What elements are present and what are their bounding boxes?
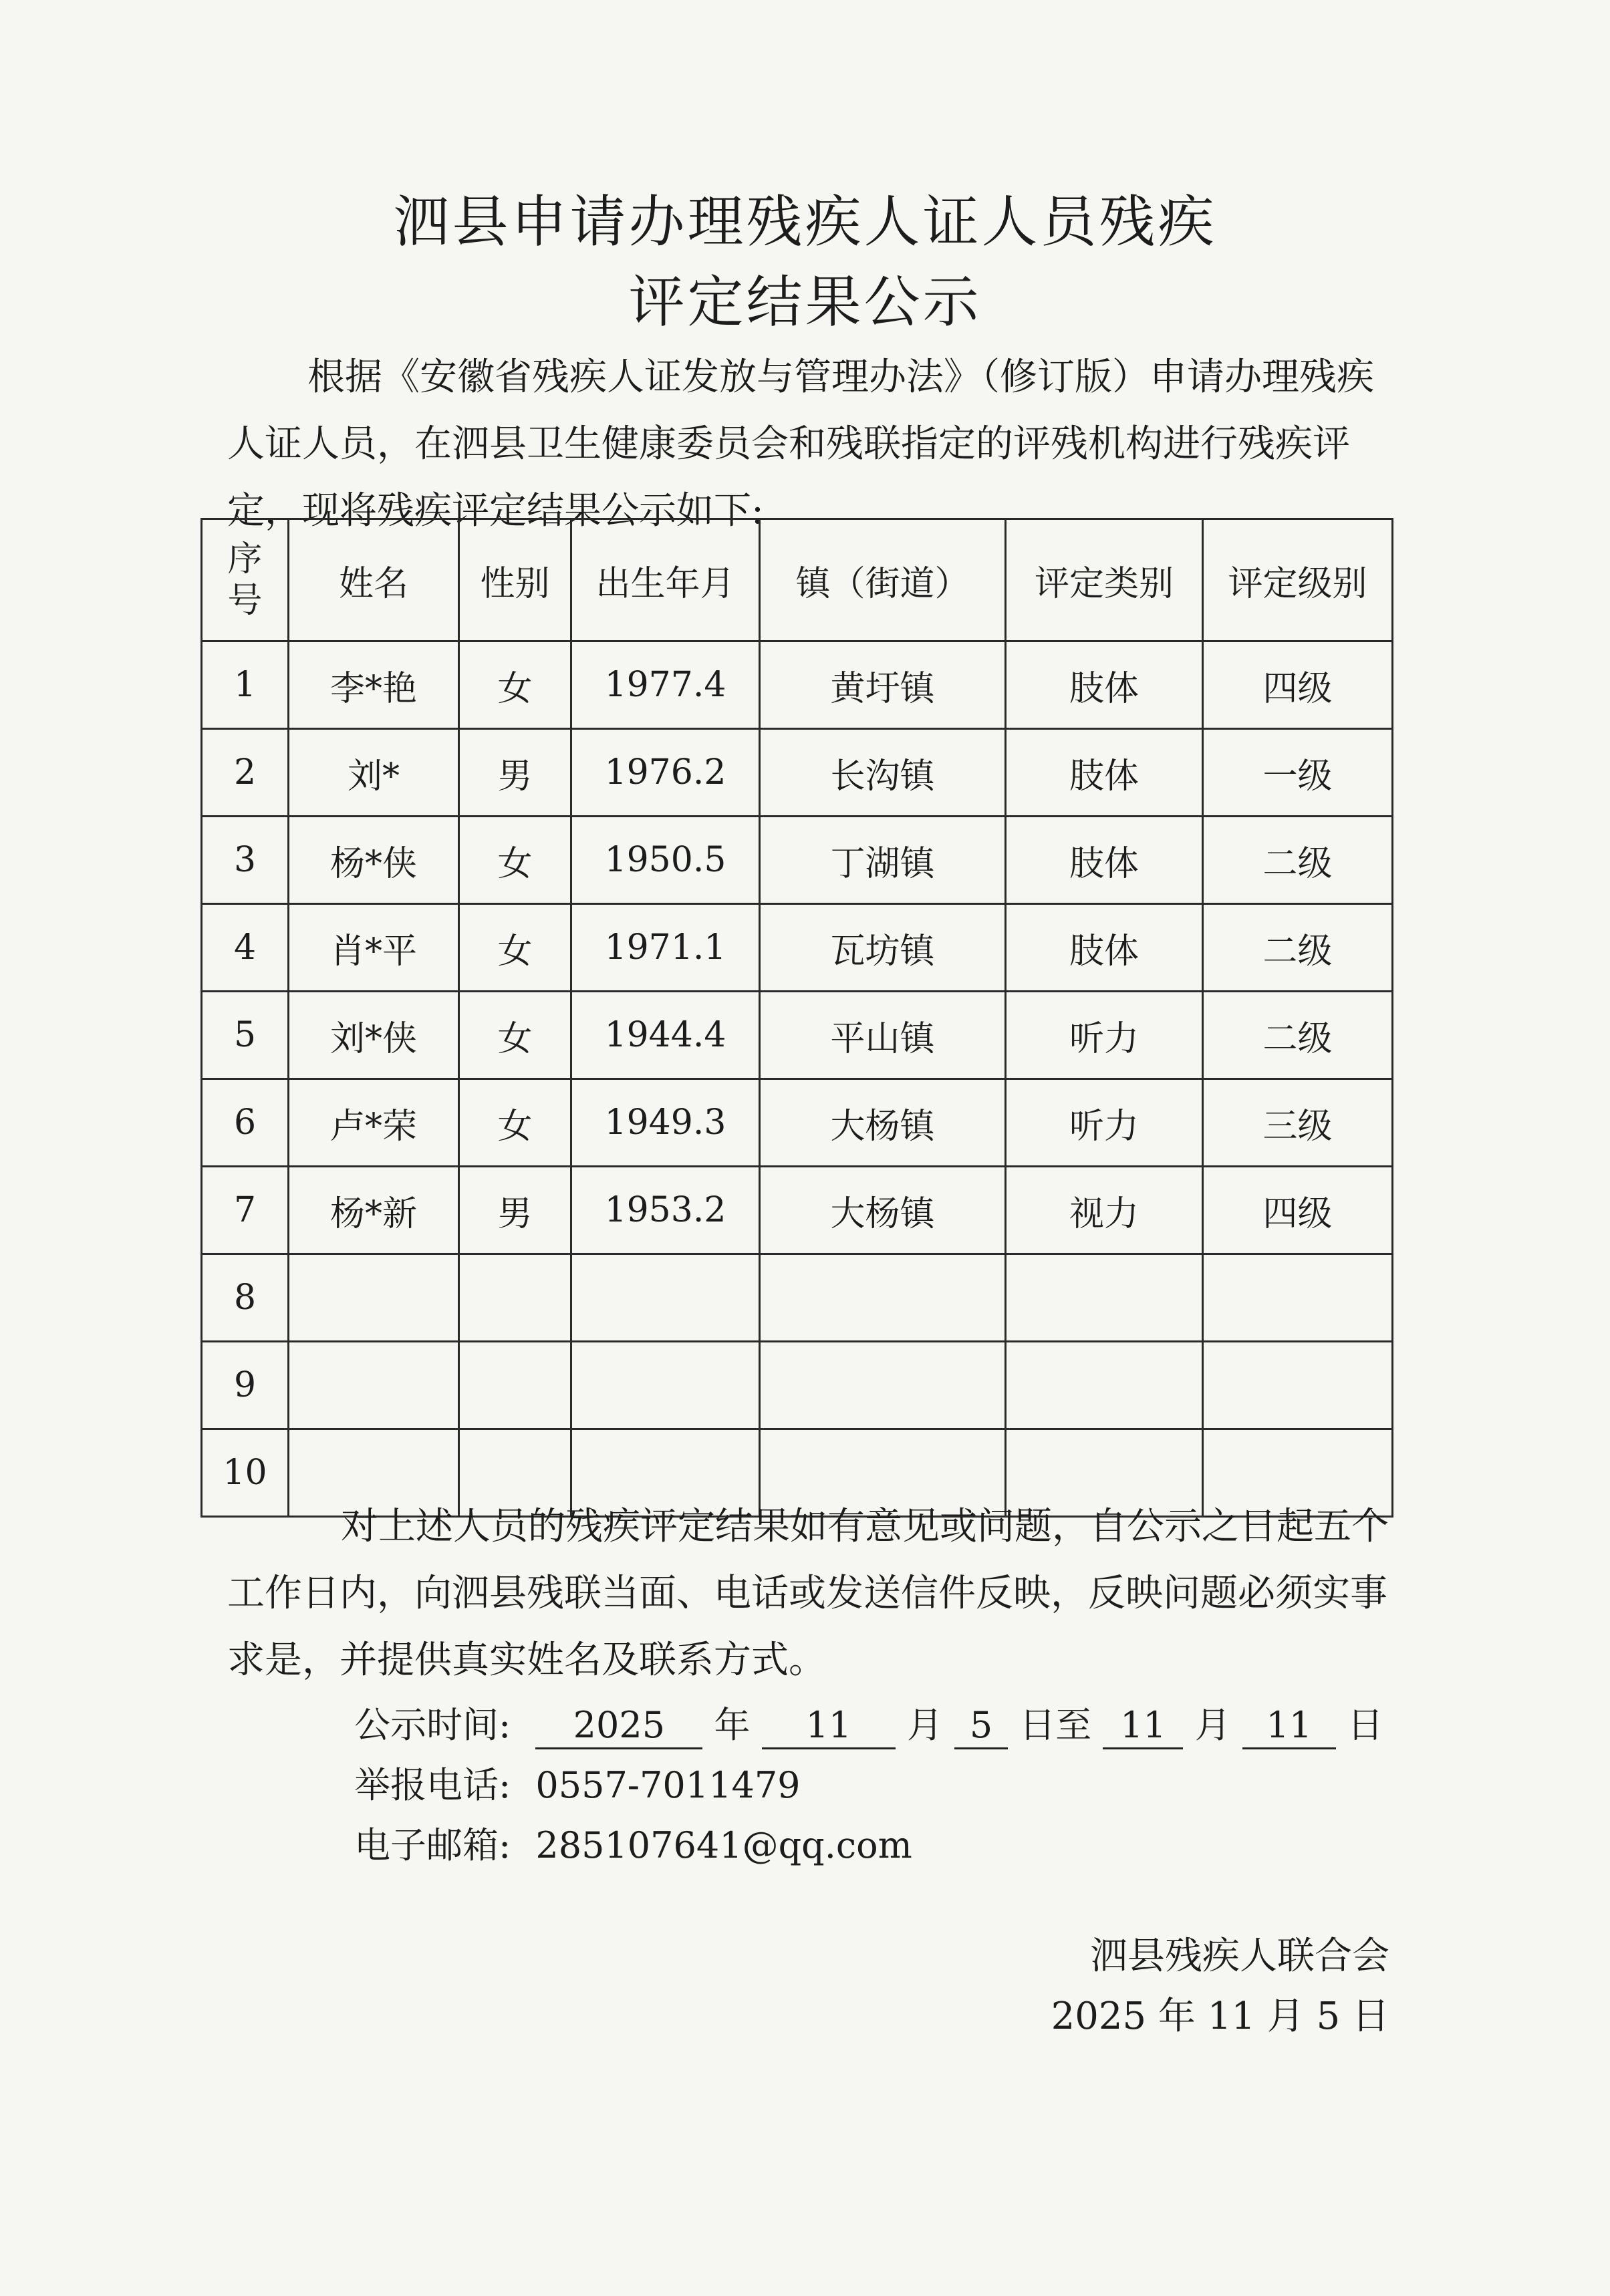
cell-name: 李*艳 — [289, 641, 459, 729]
header-birth: 出生年月 — [571, 519, 760, 641]
cell-name — [289, 1254, 459, 1342]
email-value: 285107641@qq.com — [535, 1824, 912, 1866]
table-row — [202, 641, 1393, 729]
cell-sex: 女 — [459, 904, 571, 992]
header-category: 评定类别 — [1006, 519, 1203, 641]
cell-level: 二级 — [1203, 904, 1393, 992]
cell-seq: 5 — [202, 992, 289, 1079]
cell-seq: 10 — [202, 1429, 289, 1517]
notice-time-to-unit: 日至 — [1019, 1704, 1092, 1746]
cell-seq: 2 — [202, 729, 289, 817]
cell-name: 卢*荣 — [289, 1079, 459, 1167]
notice-time-year: 2025 — [535, 1707, 702, 1749]
header-town: 镇（街道） — [760, 519, 1006, 641]
table-row — [202, 729, 1393, 817]
cell-category — [1006, 1254, 1203, 1342]
cell-level: 四级 — [1203, 641, 1393, 729]
report-phone-value: 0557-7011479 — [535, 1764, 801, 1806]
cell-seq: 8 — [202, 1254, 289, 1342]
cell-sex: 女 — [459, 1079, 571, 1167]
cell-category: 肢体 — [1006, 641, 1203, 729]
cell-birth — [571, 1342, 760, 1429]
cell-town — [760, 1342, 1006, 1429]
cell-category: 视力 — [1006, 1167, 1203, 1254]
cell-town: 黄圩镇 — [760, 641, 1006, 729]
cell-name: 杨*新 — [289, 1167, 459, 1254]
signature-date: 2025 年 11 月 5 日 — [1051, 1995, 1389, 2038]
notice-time-day-end: 11 — [1242, 1707, 1336, 1749]
notice-time-label: 公示时间: — [354, 1704, 511, 1746]
table-row — [202, 1254, 1393, 1342]
table-header-row — [202, 519, 1393, 641]
header-level: 评定级别 — [1203, 519, 1393, 641]
header-sex: 性别 — [459, 519, 571, 641]
notice-time-line — [354, 1704, 1383, 1749]
table-row — [202, 1167, 1393, 1254]
cell-town: 大杨镇 — [760, 1079, 1006, 1167]
cell-sex: 女 — [459, 992, 571, 1079]
cell-name: 肖*平 — [289, 904, 459, 992]
notice-time-day-start: 5 — [954, 1707, 1008, 1749]
cell-name: 刘* — [289, 729, 459, 817]
cell-category: 肢体 — [1006, 904, 1203, 992]
document-title-line-2: 评定结果公示 — [628, 269, 982, 335]
email-label: 电子邮箱: — [354, 1824, 511, 1866]
cell-sex: 女 — [459, 641, 571, 729]
feedback-note-paragraph: 对上述人员的残疾评定结果如有意见或问题，自公示之日起五个工作日内，向泗县残联当面、电话或发送信件反映，反映问题必须实事求是，并提供真实姓名及联系方式。 — [227, 1505, 1389, 1682]
header-seq: 序 号 — [202, 519, 289, 641]
cell-town: 丁湖镇 — [760, 817, 1006, 904]
signature-organization: 泗县残疾人联合会 — [1090, 1934, 1389, 1978]
cell-name: 杨*侠 — [289, 817, 459, 904]
intro-paragraph: 根据《安徽省残疾人证发放与管理办法》（修订版）申请办理残疾人证人员，在泗县卫生健康委员会和残联指定的评残机构进行残疾评定，现将残疾评定结果公示如下: — [227, 355, 1374, 533]
cell-town: 平山镇 — [760, 992, 1006, 1079]
notice-time-year-unit: 年 — [714, 1704, 751, 1746]
cell-sex: 男 — [459, 729, 571, 817]
cell-birth: 1977.4 — [571, 641, 760, 729]
report-phone-line — [354, 1764, 801, 1806]
cell-sex — [459, 1342, 571, 1429]
cell-category: 肢体 — [1006, 817, 1203, 904]
cell-level: 三级 — [1203, 1079, 1393, 1167]
cell-birth: 1944.4 — [571, 992, 760, 1079]
header-name: 姓名 — [289, 519, 459, 641]
email-line — [354, 1824, 912, 1866]
cell-seq: 9 — [202, 1342, 289, 1429]
cell-birth: 1950.5 — [571, 817, 760, 904]
table-row — [202, 1342, 1393, 1429]
cell-category: 听力 — [1006, 1079, 1203, 1167]
cell-level: 一级 — [1203, 729, 1393, 817]
table-row — [202, 1079, 1393, 1167]
cell-seq: 3 — [202, 817, 289, 904]
cell-sex — [459, 1254, 571, 1342]
report-phone-label: 举报电话: — [354, 1764, 511, 1806]
cell-town — [760, 1254, 1006, 1342]
cell-seq: 6 — [202, 1079, 289, 1167]
cell-seq: 4 — [202, 904, 289, 992]
cell-birth: 1976.2 — [571, 729, 760, 817]
table-row — [202, 992, 1393, 1079]
cell-sex: 男 — [459, 1167, 571, 1254]
notice-time-day-end-unit: 日 — [1347, 1704, 1383, 1746]
cell-name — [289, 1342, 459, 1429]
cell-category — [1006, 1342, 1203, 1429]
evaluation-results-table — [200, 518, 1393, 1518]
cell-birth: 1949.3 — [571, 1079, 760, 1167]
cell-level: 二级 — [1203, 992, 1393, 1079]
document-title-line-1: 泗县申请办理残疾人证人员残疾 — [393, 189, 1217, 255]
cell-level: 二级 — [1203, 817, 1393, 904]
table-row — [202, 904, 1393, 992]
cell-category: 听力 — [1006, 992, 1203, 1079]
cell-town: 大杨镇 — [760, 1167, 1006, 1254]
cell-birth: 1953.2 — [571, 1167, 760, 1254]
table-row — [202, 817, 1393, 904]
cell-birth: 1971.1 — [571, 904, 760, 992]
notice-time-month-end-unit: 月 — [1194, 1704, 1231, 1746]
cell-level: 四级 — [1203, 1167, 1393, 1254]
cell-town: 长沟镇 — [760, 729, 1006, 817]
cell-name: 刘*侠 — [289, 992, 459, 1079]
cell-level — [1203, 1254, 1393, 1342]
notice-time-month-unit: 月 — [906, 1704, 943, 1746]
cell-seq: 7 — [202, 1167, 289, 1254]
cell-level — [1203, 1342, 1393, 1429]
cell-town: 瓦坊镇 — [760, 904, 1006, 992]
cell-category: 肢体 — [1006, 729, 1203, 817]
notice-time-month: 11 — [762, 1707, 896, 1749]
cell-birth — [571, 1254, 760, 1342]
cell-seq: 1 — [202, 641, 289, 729]
cell-sex: 女 — [459, 817, 571, 904]
notice-time-month-end: 11 — [1103, 1707, 1183, 1749]
